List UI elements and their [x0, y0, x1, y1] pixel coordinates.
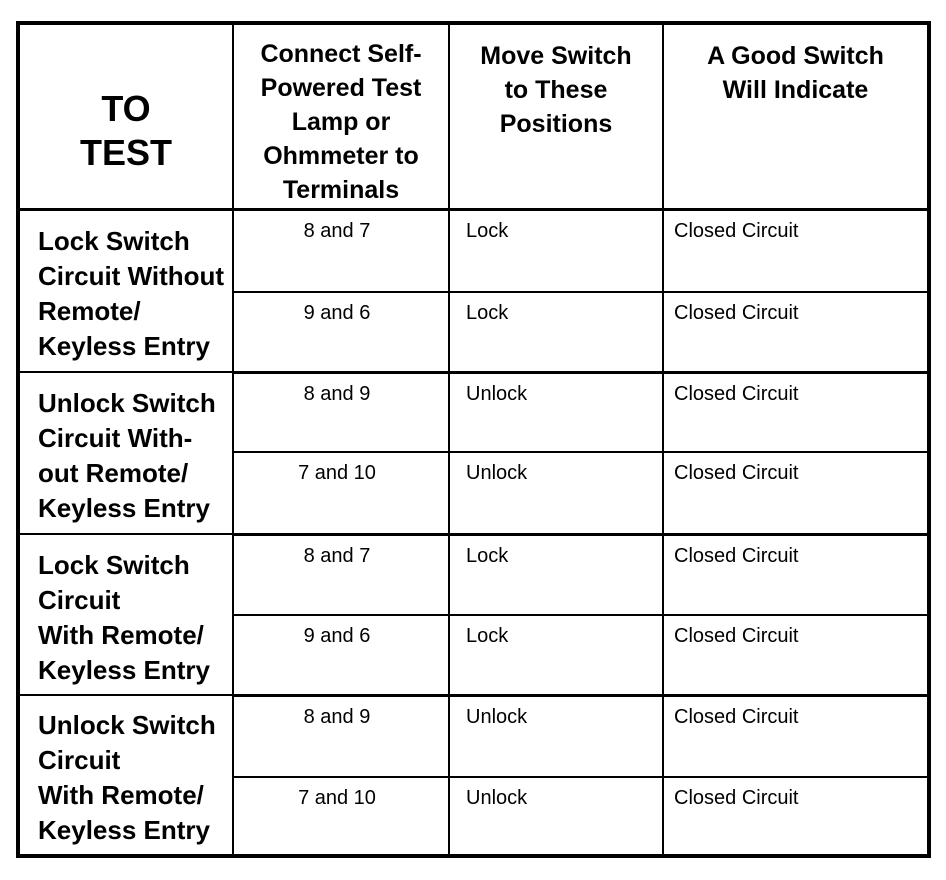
test-name-line: Keyless Entry — [38, 330, 210, 361]
position-cell: Lock — [449, 209, 663, 292]
position-cell: Unlock — [449, 452, 663, 534]
header-good-switch — [663, 23, 929, 209]
terminals-cell: 8 and 9 — [233, 695, 449, 777]
header-move-line: Positions — [499, 110, 613, 138]
header-indicate-line: Will Indicate — [722, 76, 869, 104]
test-name-line: With Remote/ — [38, 780, 204, 810]
result-cell: Closed Circuit — [663, 695, 929, 777]
position-cell: Unlock — [449, 695, 663, 777]
position-cell: Unlock — [449, 777, 663, 856]
header-connect-line: Lamp or — [291, 108, 391, 136]
test-name-line: Circuit — [38, 584, 121, 615]
test-name-line: With Remote/ — [38, 619, 204, 650]
result-cell: Closed Circuit — [663, 534, 929, 615]
test-name-line: Circuit Without — [38, 260, 225, 291]
terminals-cell: 9 and 6 — [233, 292, 449, 372]
test-name-cell — [18, 695, 233, 856]
test-name-line: Lock Switch — [38, 549, 190, 580]
test-name-line: Remote/ — [38, 295, 141, 326]
test-name-line: Keyless Entry — [38, 493, 210, 523]
header-connect-line: Terminals — [282, 176, 400, 204]
test-name-cell — [18, 209, 233, 372]
table-row — [18, 372, 929, 452]
result-cell: Closed Circuit — [663, 452, 929, 534]
test-name-line: Unlock Switch — [38, 710, 216, 740]
header-to-test-line: TEST — [79, 132, 172, 174]
header-connect-line: Connect Self- — [260, 40, 422, 68]
test-name-line: Lock Switch — [38, 225, 190, 256]
header-to-test — [18, 23, 233, 209]
test-name-line: Keyless Entry — [38, 815, 210, 845]
table-row — [18, 695, 929, 777]
terminals-cell: 9 and 6 — [233, 615, 449, 695]
header-row — [18, 23, 929, 209]
header-connect-line: Powered Test — [260, 74, 422, 102]
test-name-line: out Remote/ — [38, 458, 189, 488]
header-connect-terminals — [233, 23, 449, 209]
result-cell: Closed Circuit — [663, 615, 929, 695]
position-cell: Lock — [449, 292, 663, 372]
header-to-test-line: TO — [101, 88, 151, 130]
position-cell: Lock — [449, 534, 663, 615]
header-move-line: to These — [504, 76, 608, 104]
terminals-cell: 8 and 9 — [233, 372, 449, 452]
result-cell: Closed Circuit — [663, 292, 929, 372]
header-move-switch — [449, 23, 663, 209]
result-cell: Closed Circuit — [663, 209, 929, 292]
terminals-cell: 8 and 7 — [233, 209, 449, 292]
header-indicate-line: A Good Switch — [707, 42, 884, 70]
result-cell: Closed Circuit — [663, 372, 929, 452]
header-move-line: Move Switch — [480, 42, 632, 70]
switch-test-table — [16, 21, 931, 858]
result-cell: Closed Circuit — [663, 777, 929, 856]
test-name-cell — [18, 534, 233, 695]
table-row — [18, 209, 929, 292]
test-name-cell — [18, 372, 233, 534]
test-name-line: Circuit — [38, 745, 121, 775]
position-cell: Lock — [449, 615, 663, 695]
test-name-line: Keyless Entry — [38, 654, 210, 685]
test-name-line: Circuit With- — [38, 423, 193, 453]
terminals-cell: 8 and 7 — [233, 534, 449, 615]
header-connect-line: Ohmmeter to — [263, 142, 419, 170]
table-row — [18, 534, 929, 615]
test-name-line: Unlock Switch — [38, 388, 216, 418]
terminals-cell: 7 and 10 — [233, 777, 449, 856]
position-cell: Unlock — [449, 372, 663, 452]
terminals-cell: 7 and 10 — [233, 452, 449, 534]
